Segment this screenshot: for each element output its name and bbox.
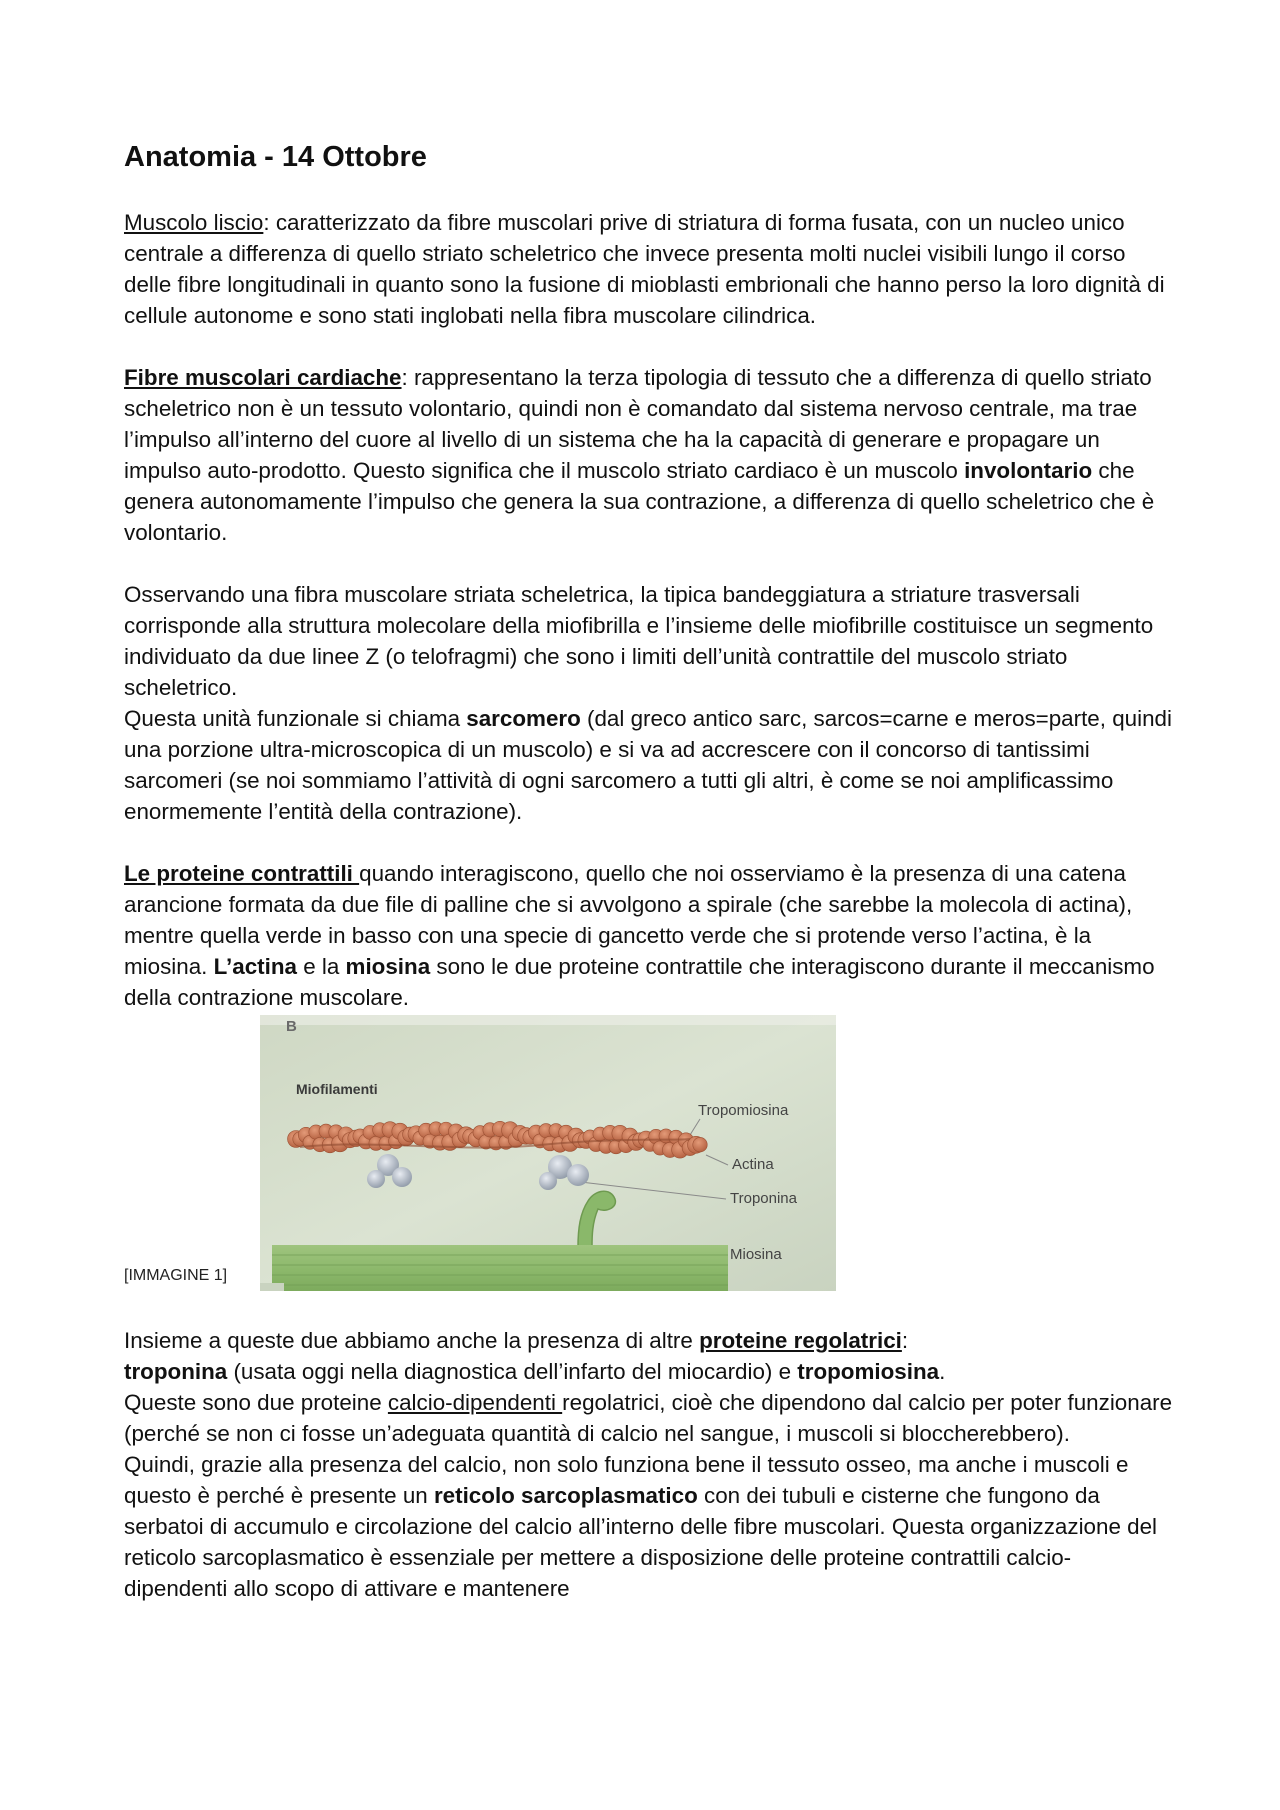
paragraph-proteine-regolatrici: Insieme a queste due abbiamo anche la presenza di altre proteine regolatrici: (124, 1327, 909, 1353)
actin-bead (693, 1137, 707, 1151)
paragraph-sarcomero: Questa unità funzionale si chiama sarcomero (dal greco antico sarc, sarcos=carne e meros=parte, quindi una porzione ultra-microscopica di un muscolo) e si va ad accrescere con il concorso di tantissimi sarcomeri (se noi sommiamo l’attività di ogni sarcomero a tutti gli altri, è come se noi amplificassimo enormemente l’entità della contrazione). (124, 705, 1172, 824)
paragraph-calcio-dipendenti: Queste sono due proteine calcio-dipendenti regolatrici, cioè che dipendono dal calcio per poter funzionare (perché se non ci fosse un’adeguata quantità di calcio nel sangue, i muscoli si bloccherebbero). (124, 1389, 1173, 1446)
term-proteine-contrattili: Le proteine contrattili (124, 860, 360, 886)
panel-letter: B (286, 1017, 297, 1035)
page-title: Anatomia - 14 Ottobre (124, 141, 427, 173)
term-sarcomero: sarcomero (466, 705, 581, 731)
paragraph-fibra-striata: Osservando una fibra muscolare striata scheletrica, la tipica bandeggiatura a striature trasversali corrisponde alla struttura molecolare della miofibrilla e l’insieme delle miofibrille costituisce un segmento individuato da due linee Z (o telofragmi) che sono i limiti dell’unità contrattile del muscolo striato scheletrico. (124, 581, 1154, 700)
myosin-filament (272, 1245, 728, 1291)
paragraph-troponina: troponina (usata oggi nella diagnostica dell’infarto del miocardio) e tropomiosina. (124, 1358, 946, 1384)
figure-caption: [IMMAGINE 1] (124, 1266, 228, 1284)
term-muscolo-liscio: Muscolo liscio (124, 209, 264, 235)
paragraph-muscolo-liscio: Muscolo liscio: caratterizzato da fibre muscolari prive di striatura di forma fusata, con un nucleo unico centrale a differenza di quello striato scheletrico che invece presenta molti nuclei visibili lungo il corso delle fibre longitudinali in quanto sono la fusione di mioblasti embrionali che hanno perso la loro dignità di cellule autonome e sono stati inglobati nella fibra muscolare cilindrica. (124, 209, 1165, 328)
term-fibre-cardiache: Fibre muscolari cardiache (124, 364, 402, 390)
paragraph-proteine-contrattili: Le proteine contrattili quando interagiscono, quello che noi osserviamo è la presenza di una catena arancione formata da due file di palline che si avvolgono a spirale (che sarebbe la molecola di actina), mentre quella verde in basso con una specie di gancetto verde che si protende verso l’actina, è la miosina. L’actina e la miosina sono le due proteine contrattile che interagiscono durante il meccanismo della contrazione muscolare. (124, 860, 1155, 1010)
term-reticolo-sarcoplasmatico: reticolo sarcoplasmatico (433, 1482, 698, 1508)
label-troponina: Troponina (730, 1189, 797, 1207)
label-tropomiosina: Tropomiosina (698, 1101, 789, 1119)
paragraph-reticolo: Quindi, grazie alla presenza del calcio, non solo funziona bene il tessuto osseo, ma anche i muscoli e questo è perché è presente un reticolo sarcoplasmatico con dei tubuli e cisterne che fungono da serbatoi di accumulo e circolazione del calcio all’interno delle fibre muscolari. Questa organizzazione del reticolo sarcoplasmatico è essenziale per mettere a disposizione delle proteine contrattili calcio-dipendenti allo scopo di attivare e mantenere (124, 1451, 1157, 1601)
label-actina: Actina (732, 1155, 774, 1173)
label-miofilamenti: Miofilamenti (296, 1080, 378, 1097)
paragraph-fibre-cardiache: Fibre muscolari cardiache: rappresentano la terza tipologia di tessuto che a differenza di quello striato scheletrico non è un tessuto volontario, quindi non è comandato dal sistema nervoso centrale, ma trae l’impulso all’interno del cuore al livello di un sistema che ha la capacità di generare e propagare un impulso auto-prodotto. Questo significa che il muscolo striato cardiaco è un muscolo involontario che genera autonomamente l’impulso che genera la sua contrazione, a differenza di quello scheletrico che è volontario. (124, 364, 1155, 545)
myofilament-figure (260, 1015, 836, 1291)
document-page (124, 140, 1174, 1604)
figure-row (124, 1015, 1174, 1291)
label-miosina: Miosina (730, 1245, 782, 1263)
term-proteine-regolatrici: proteine regolatrici (699, 1327, 902, 1353)
